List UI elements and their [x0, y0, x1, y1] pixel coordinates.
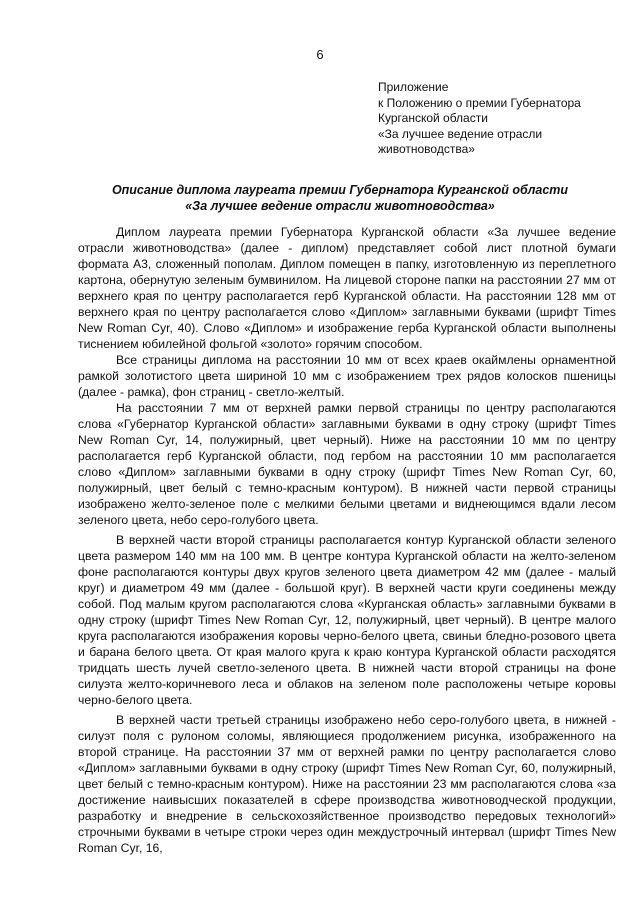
appendix-heading	[378, 80, 618, 158]
appendix-line: к Положению о премии Губернатора	[378, 95, 581, 110]
paragraph: В верхней части второй страницы располагается контур Курганской области зеленого цвета размером 140 мм на 100 мм. В центре контура Курганской области на желто-зеленом фоне располагаются контуры двух кругов зеленого цвета диаметром 42 мм (далее - малый круг) и диаметром 49 мм (далее - большой круг). В верхней части круги соединены между собой. Под малым кругом располагаются слова «Курганская область» заглавными буквами в одну строку (шрифт Times New Roman Cyr, 12, полужирный, цвет черный). В центре малого круга располагаются изображения коровы черно-белого цвета, свиньи бледно-розового цвета и барана белого цвета. От края малого круга к краю контура Курганской области расходятся тридцать шесть лучей светло-зеленого цвета. В нижней части второй страницы на фоне силуэта желто-коричневого леса и облаков на зеленом поле расположены четыре коровы черно-белого цвета.	[78, 533, 616, 707]
appendix-line: Приложение	[378, 80, 449, 94]
appendix-line: Курганской области	[378, 111, 488, 125]
appendix-line: животноводства»	[378, 142, 475, 156]
document-title	[60, 182, 620, 214]
page-number: 6	[316, 47, 324, 62]
paragraph: Диплом лауреата премии Губернатора Курганской области «За лучшее ведение отрасли животноводства» (далее - диплом) представляет собой лист плотной бумаги формата А3, сложенный пополам. Диплом помещен в папку, изготовленную из переплетного картона, обернутую зеленым бумвинилом. На лицевой стороне папки на расстоянии 27 мм от верхнего края по центру располагается герб Курганской области. На расстоянии 128 мм от верхнего края по центру располагается слово «Диплом» заглавными буквами (шрифт Times New Roman Cyr, 40). Слово «Диплом» и изображение герба Курганской области выполнены тиснением юбилейной фольгой «золото» горячим способом.	[78, 225, 616, 351]
paragraph: В верхней части третьей страницы изображено небо серо-голубого цвета, в нижней - силуэт поля с рулоном соломы, являющиеся продолжением рисунка, изображенного на второй странице. На расстоянии 37 мм от верхней рамки по центру располагается слово «Диплом» заглавными буквами в одну строку (шрифт Times New Roman Cyr, 60, полужирный, цвет белый с темно-красным контуром). Ниже на расстоянии 23 мм располагаются слова «за достижение наивысших показателей в сфере производства животноводческой продукции, разработку и внедрение в сельскохозяйственное производство передовых технологий» строчными буквами в четыре строки через один междустрочный интервал (шрифт Times New Roman Cyr, 16,	[78, 713, 616, 855]
document-body	[78, 224, 616, 856]
appendix-line: «За лучшее ведение отрасли	[378, 126, 543, 141]
paragraph: Все страницы диплома на расстоянии 10 мм от всех краев окаймлены орнаментной рамкой золотистого цвета шириной 10 мм с изображением трех рядов колосков пшеницы (далее - рамка), фон страниц - светло-желтый.	[78, 353, 616, 399]
paragraph: На расстоянии 7 мм от верхней рамки первой страницы по центру располагаются слова «Губернатор Курганской области» заглавными буквами в одну строку (шрифт Times New Roman Cyr, 14, полужирный, цвет черный). Ниже на расстоянии 10 мм по центру располагается герб Курганской области, под гербом на расстоянии 10 мм располагается слово «Диплом» заглавными буквами в одну строку (шрифт Times New Roman Cyr, 60, полужирный, цвет белый с темно-красным контуром). В нижней части первой страницы изображено желто-зеленое поле с мелкими белыми цветами и виднеющимся вдали лесом зеленого цвета, небо серо-голубого цвета.	[78, 401, 616, 527]
title-line-2: «За лучшее ведение отрасли животноводства»	[185, 199, 495, 213]
title-line-1: Описание диплома лауреата премии Губернатора Курганской области	[111, 183, 569, 197]
